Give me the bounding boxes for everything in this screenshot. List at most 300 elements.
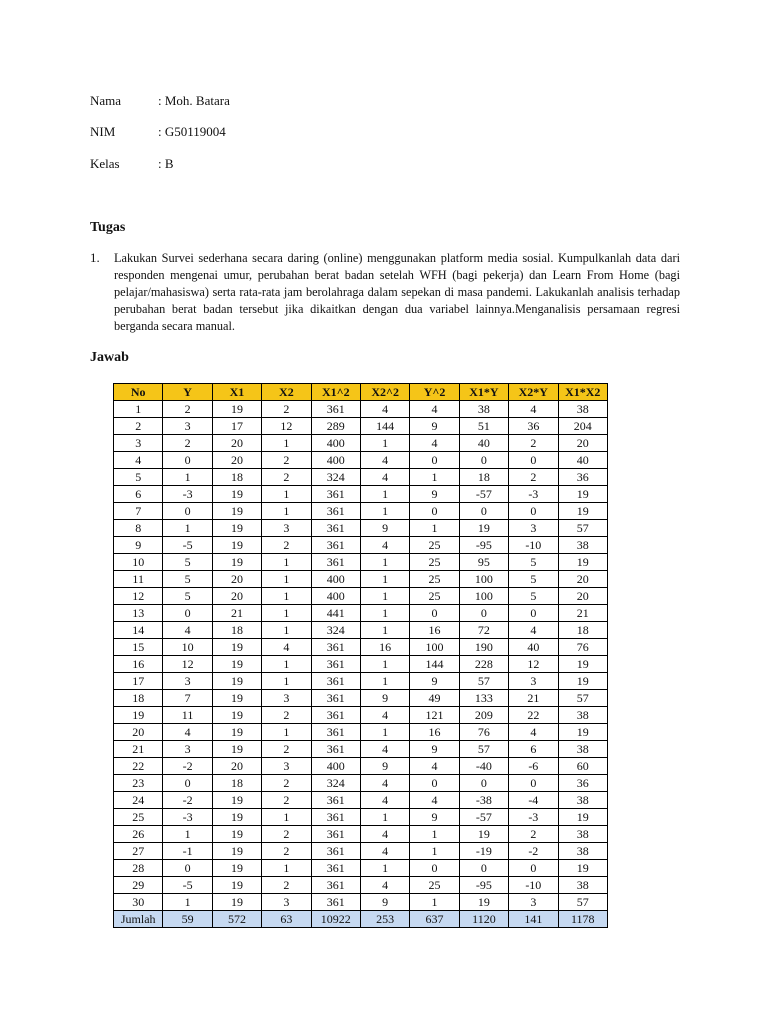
table-cell: 20 [558,571,607,588]
table-cell: 361 [311,554,360,571]
table-row [114,826,608,843]
table-cell: 19 [212,843,261,860]
table-cell: -2 [163,792,212,809]
table-cell: 12 [114,588,163,605]
task-item [90,250,680,335]
column-header: X2 [262,384,311,401]
table-cell: 361 [311,673,360,690]
table-cell: 9 [360,758,409,775]
sum-cell: 572 [212,911,261,928]
table-cell: 19 [212,690,261,707]
table-cell: 4 [262,639,311,656]
table-cell: 29 [114,877,163,894]
table-cell: 190 [459,639,508,656]
table-cell: 100 [459,571,508,588]
sum-row [114,911,608,928]
table-cell: 14 [114,622,163,639]
table-cell: 9 [360,520,409,537]
table-cell: 9 [410,673,459,690]
table-cell: 361 [311,843,360,860]
table-cell: 5 [114,469,163,486]
table-cell: 57 [459,741,508,758]
name-label: Nama [90,93,122,108]
table-cell: 21 [509,690,558,707]
table-cell: 3 [262,520,311,537]
table-cell: 16 [410,724,459,741]
table-cell: 20 [558,588,607,605]
table-cell: 361 [311,826,360,843]
table-cell: 11 [114,571,163,588]
table-cell: 38 [558,792,607,809]
table-row [114,707,608,724]
table-cell: 20 [212,571,261,588]
table-row [114,520,608,537]
table-cell: 19 [459,520,508,537]
column-header: X2^2 [360,384,409,401]
table-cell: 0 [410,775,459,792]
table-cell: -3 [163,486,212,503]
table-cell: 100 [410,639,459,656]
table-cell: 1 [163,469,212,486]
table-cell: 0 [509,775,558,792]
table-row [114,571,608,588]
table-row [114,452,608,469]
table-cell: 1 [360,809,409,826]
table-cell: -3 [509,809,558,826]
table-cell: 4 [509,724,558,741]
table-cell: 324 [311,469,360,486]
table-cell: 361 [311,503,360,520]
table-cell: 100 [459,588,508,605]
table-cell: 13 [114,605,163,622]
sum-cell: 1120 [459,911,508,928]
sum-cell: 63 [262,911,311,928]
table-cell: 19 [212,656,261,673]
table-cell: 361 [311,401,360,418]
table-cell: 133 [459,690,508,707]
table-cell: 38 [558,537,607,554]
table-row [114,877,608,894]
table-cell: 0 [410,860,459,877]
table-cell: -95 [459,537,508,554]
table-cell: 361 [311,877,360,894]
table-cell: 23 [114,775,163,792]
table-cell: -95 [459,877,508,894]
table-cell: 1 [262,486,311,503]
table-cell: 144 [360,418,409,435]
table-cell: 60 [558,758,607,775]
column-header: X1^2 [311,384,360,401]
table-cell: -57 [459,486,508,503]
table-cell: 21 [212,605,261,622]
table-row [114,809,608,826]
table-row [114,843,608,860]
sum-cell: 637 [410,911,459,928]
task-text: Lakukan Survei sederhana secara daring (online) menggunakan platform media sosial. Kumpulkanlah data dari responden mengenai umur, perubahan berat badan setelah WFH (bagi pekerja) dan Learn From Home (bagi pelajar/mahasiswa) serta rata-rata jam berolahraga dalam sepekan di masa pandemi. Lakukanlah analisis terhadap perubahan berat badan tersebut jika dikaitkan dengan dua variabel lainnya.Menganalisis persamaan regresi berganda secara manual. [114,251,680,333]
sum-cell: 10922 [311,911,360,928]
table-cell: 11 [163,707,212,724]
table-cell: 22 [114,758,163,775]
table-cell: 3 [163,418,212,435]
table-cell: 1 [163,826,212,843]
table-row [114,554,608,571]
table-cell: 20 [212,435,261,452]
table-cell: 2 [163,401,212,418]
table-cell: 25 [410,588,459,605]
table-cell: 17 [212,418,261,435]
table-cell: 7 [114,503,163,520]
table-cell: 72 [459,622,508,639]
table-cell: 1 [360,588,409,605]
table-cell: 361 [311,537,360,554]
data-table [113,383,608,928]
table-cell: 9 [114,537,163,554]
table-cell: 361 [311,639,360,656]
table-cell: 228 [459,656,508,673]
table-cell: 40 [509,639,558,656]
table-cell: 209 [459,707,508,724]
table-cell: 38 [459,401,508,418]
table-cell: 19 [212,639,261,656]
table-cell: 19 [212,673,261,690]
table-cell: -4 [509,792,558,809]
table-cell: 18 [212,775,261,792]
table-row [114,469,608,486]
table-cell: 21 [114,741,163,758]
table-cell: 2 [262,469,311,486]
table-cell: 18 [558,622,607,639]
table-row [114,690,608,707]
answer-heading: Jawab [90,350,129,365]
table-cell: 1 [262,605,311,622]
table-cell: 20 [212,588,261,605]
table-cell: 0 [509,503,558,520]
table-cell: 1 [360,435,409,452]
table-cell: 9 [410,741,459,758]
table-cell: 12 [262,418,311,435]
table-cell: 19 [212,401,261,418]
table-cell: 1 [360,673,409,690]
table-cell: 1 [360,571,409,588]
table-cell: 1 [360,503,409,520]
table-cell: 3 [163,741,212,758]
table-cell: 361 [311,809,360,826]
table-cell: 1 [262,656,311,673]
table-cell: 2 [114,418,163,435]
table-cell: 25 [410,877,459,894]
table-cell: 324 [311,775,360,792]
table-cell: 121 [410,707,459,724]
table-cell: 20 [212,452,261,469]
table-cell: 19 [212,537,261,554]
table-cell: 1 [262,554,311,571]
table-cell: 1 [114,401,163,418]
table-cell: 0 [410,452,459,469]
table-cell: 19 [212,520,261,537]
table-cell: 19 [212,503,261,520]
table-row [114,418,608,435]
table-cell: 19 [212,809,261,826]
table-cell: 25 [410,537,459,554]
table-row [114,673,608,690]
table-cell: 7 [163,690,212,707]
table-cell: 30 [114,894,163,911]
table-row [114,741,608,758]
table-cell: 9 [360,894,409,911]
table-cell: 1 [262,809,311,826]
table-cell: 51 [459,418,508,435]
table-cell: 0 [459,452,508,469]
table-cell: 361 [311,741,360,758]
table-cell: 19 [114,707,163,724]
table-row [114,435,608,452]
table-cell: 25 [114,809,163,826]
table-cell: 1 [360,605,409,622]
table-cell: 76 [459,724,508,741]
table-cell: 38 [558,826,607,843]
table-cell: 4 [410,435,459,452]
sum-cell: 59 [163,911,212,928]
table-cell: 0 [410,605,459,622]
table-cell: 4 [410,401,459,418]
table-cell: 24 [114,792,163,809]
table-cell: -19 [459,843,508,860]
table-cell: 10 [163,639,212,656]
table-cell: 4 [360,537,409,554]
table-cell: 5 [509,554,558,571]
table-cell: 1 [262,503,311,520]
column-header: X1*X2 [558,384,607,401]
table-row [114,537,608,554]
sum-cell: Jumlah [114,911,163,928]
table-cell: 17 [114,673,163,690]
table-cell: 4 [360,469,409,486]
table-row [114,605,608,622]
table-cell: 18 [114,690,163,707]
table-cell: -10 [509,877,558,894]
table-cell: 19 [212,894,261,911]
table-cell: 0 [163,452,212,469]
table-cell: 20 [212,758,261,775]
table-cell: 40 [459,435,508,452]
table-cell: 19 [212,877,261,894]
sum-cell: 141 [509,911,558,928]
table-cell: 4 [163,724,212,741]
table-cell: 26 [114,826,163,843]
table-cell: 19 [558,486,607,503]
table-cell: 1 [262,622,311,639]
table-cell: 3 [114,435,163,452]
sum-cell: 1178 [558,911,607,928]
table-cell: 1 [410,469,459,486]
table-cell: 19 [212,826,261,843]
table-cell: 0 [163,775,212,792]
table-cell: 2 [262,537,311,554]
table-cell: 400 [311,452,360,469]
table-cell: 18 [212,469,261,486]
table-cell: 400 [311,435,360,452]
name-row [90,93,230,109]
table-cell: 0 [459,605,508,622]
table-cell: 361 [311,724,360,741]
table-row [114,639,608,656]
table-cell: 1 [262,673,311,690]
table-cell: 15 [114,639,163,656]
table-cell: -2 [509,843,558,860]
table-cell: 28 [114,860,163,877]
table-cell: 1 [163,894,212,911]
nim-label: NIM [90,124,116,139]
table-cell: 4 [360,826,409,843]
table-cell: 16 [410,622,459,639]
table-cell: 95 [459,554,508,571]
table-cell: 16 [360,639,409,656]
table-cell: 19 [212,792,261,809]
table-cell: 6 [114,486,163,503]
table-cell: 19 [212,554,261,571]
table-cell: 0 [509,452,558,469]
table-cell: -2 [163,758,212,775]
table-cell: 3 [509,673,558,690]
table-cell: 0 [459,860,508,877]
table-cell: 5 [163,554,212,571]
table-cell: -57 [459,809,508,826]
table-cell: 38 [558,707,607,724]
column-header: Y^2 [410,384,459,401]
table-cell: 19 [558,503,607,520]
table-cell: 8 [114,520,163,537]
table-cell: 20 [558,435,607,452]
table-cell: 9 [360,690,409,707]
table-cell: 4 [114,452,163,469]
table-cell: 3 [262,894,311,911]
column-header: X1 [212,384,261,401]
table-cell: 5 [509,571,558,588]
table-cell: 38 [558,843,607,860]
table-cell: 36 [558,469,607,486]
table-cell: 1 [360,486,409,503]
nim-row [90,124,226,140]
table-cell: 4 [360,741,409,758]
table-cell: 12 [509,656,558,673]
table-cell: 4 [509,622,558,639]
table-cell: 400 [311,588,360,605]
table-cell: 9 [410,809,459,826]
table-row [114,724,608,741]
table-cell: 1 [360,860,409,877]
table-cell: 204 [558,418,607,435]
table-cell: 10 [114,554,163,571]
table-cell: -1 [163,843,212,860]
table-cell: 361 [311,486,360,503]
table-row [114,860,608,877]
table-cell: 5 [163,588,212,605]
table-cell: 0 [509,860,558,877]
table-cell: -40 [459,758,508,775]
table-cell: 0 [509,605,558,622]
table-cell: 4 [410,792,459,809]
task-number: 1. [90,250,100,265]
table-cell: 38 [558,877,607,894]
table-cell: 361 [311,894,360,911]
table-cell: 5 [509,588,558,605]
table-cell: 19 [459,894,508,911]
table-cell: 0 [459,503,508,520]
table-cell: 1 [360,656,409,673]
column-header: Y [163,384,212,401]
column-header: X2*Y [509,384,558,401]
table-cell: 0 [459,775,508,792]
table-cell: 4 [360,775,409,792]
table-cell: 19 [212,486,261,503]
table-cell: 38 [558,741,607,758]
table-cell: 4 [509,401,558,418]
table-cell: 19 [558,673,607,690]
table-cell: 2 [163,435,212,452]
table-cell: -5 [163,537,212,554]
table-cell: 4 [360,401,409,418]
table-cell: 25 [410,554,459,571]
table-cell: 0 [163,503,212,520]
table-cell: 19 [459,826,508,843]
table-cell: 4 [163,622,212,639]
table-row [114,758,608,775]
table-cell: 4 [360,707,409,724]
table-cell: 1 [410,894,459,911]
table-cell: 4 [360,792,409,809]
table-cell: 19 [212,860,261,877]
table-cell: 40 [558,452,607,469]
table-cell: 400 [311,758,360,775]
table-cell: 19 [212,707,261,724]
table-row [114,622,608,639]
table-cell: 2 [509,435,558,452]
table-cell: 2 [262,401,311,418]
table-cell: 2 [262,707,311,724]
table-cell: -38 [459,792,508,809]
table-cell: 1 [360,724,409,741]
table-cell: 1 [360,622,409,639]
table-cell: 19 [212,741,261,758]
table-cell: 27 [114,843,163,860]
table-cell: 1 [360,554,409,571]
table-cell: 1 [163,520,212,537]
table-cell: 0 [163,605,212,622]
table-row [114,503,608,520]
table-cell: 2 [262,452,311,469]
table-row [114,486,608,503]
column-header: X1*Y [459,384,508,401]
table-cell: 2 [262,792,311,809]
table-cell: 2 [509,469,558,486]
table-cell: 49 [410,690,459,707]
table-cell: 361 [311,707,360,724]
table-cell: 57 [459,673,508,690]
table-cell: -10 [509,537,558,554]
table-cell: 12 [163,656,212,673]
table-cell: 3 [262,690,311,707]
table-cell: 1 [262,571,311,588]
table-cell: 3 [509,520,558,537]
table-cell: 1 [410,520,459,537]
column-header: No [114,384,163,401]
sum-cell: 253 [360,911,409,928]
table-cell: 4 [360,452,409,469]
table-cell: 361 [311,656,360,673]
table-cell: 2 [262,843,311,860]
table-cell: 1 [410,826,459,843]
nim-value: : G50119004 [158,124,226,139]
